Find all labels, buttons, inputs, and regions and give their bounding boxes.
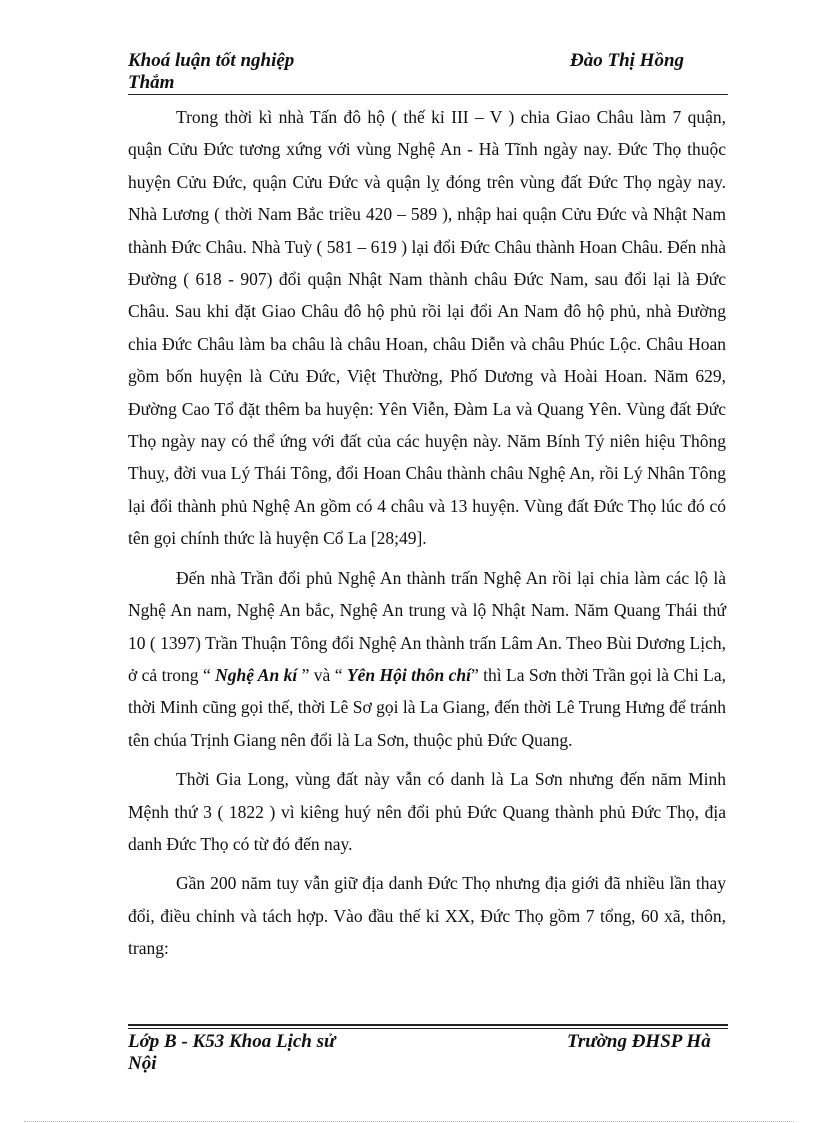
paragraph-3: Thời Gia Long, vùng đất này vẫn có danh là La Sơn nhưng đến năm Minh Mệnh thứ 3 ( 1822 ) vì kiêng huý nên đổi phủ Đức Quang thành phủ Đức Thọ, địa danh Đức Thọ có từ đó đến nay. bbox=[128, 769, 726, 854]
book-title-nghe-an-ki: Nghệ An kí bbox=[215, 664, 298, 685]
header-divider bbox=[128, 94, 728, 95]
footer-left-line2: Nội bbox=[128, 1053, 157, 1074]
footer-divider-thin bbox=[128, 1028, 728, 1029]
paragraph-1: Trong thời kì nhà Tấn đô hộ ( thế kỉ III – V ) chia Giao Châu làm 7 quận, quận Cửu Đức tương xứng với vùng Nghệ An - Hà Tĩnh ngày nay. Đức Thọ thuộc huyện Cửu Đức, quận Cửu Đức và quận lỵ đóng trên vùng đất Đức Thọ ngày nay. Nhà Lương ( thời Nam Bắc triều 420 – 589 ), nhập hai quận Cửu Đức và Nhật Nam thành Đức Châu. Nhà Tuỳ ( 581 – 619 ) lại đổi Đức Châu thành Hoan Châu. Đến nhà Đường ( 618 - 907) đổi quận Nhật Nam thành châu Đức Nam, sau đổi lại là Đức Châu. Sau khi đặt Giao Châu đô hộ phủ rồi lại đổi An Nam đô hộ phủ, nhà Đường chia Đức Châu làm ba châu là châu Hoan, châu Diễn và châu Phúc Lộc. Châu Hoan gồm bốn huyện là Cửu Đức, Việt Thường, Phố Dương và Hoài Hoan. Năm 629, Đường Cao Tổ đặt thêm ba huyện: Yên Viễn, Đàm La và Quang Yên. Vùng đất Đức Thọ ngày nay có thể ứng với đất của các huyện này. Năm Bính Tý niên hiệu Thông Thuỵ, đời vua Lý Thái Tông, đổi Hoan Châu thành châu Nghệ An, rồi Lý Nhân Tông lại đổi thành phủ Nghệ An gồm có 4 châu và 13 huyện. Vùng đất Đức Thọ lúc đó có tên gọi chính thức là huyện Cổ La [28;49]. bbox=[128, 107, 726, 549]
paragraph-2-part-c: ” thì La Sơn thời Trần gọi là Chi La, thời Minh cũng gọi thế, thời Lê Sơ gọi là La Giang, đến thời Lê Trung Hưng để tránh tên chúa Trịnh Giang nên đổi là La Sơn, thuộc phủ Đức Quang. bbox=[128, 664, 726, 750]
paragraph-2 bbox=[128, 562, 726, 756]
footer-left-line1: Lớp B - K53 Khoa Lịch sử bbox=[128, 1031, 336, 1052]
header-right: Đào Thị Hồng bbox=[570, 50, 685, 71]
paragraph-2-part-b: ” và “ bbox=[297, 664, 347, 685]
header-left bbox=[128, 50, 294, 94]
footer-right: Trường ĐHSP Hà bbox=[567, 1031, 711, 1052]
paragraph-4: Gần 200 năm tuy vẫn giữ địa danh Đức Thọ nhưng địa giới đã nhiều lần thay đổi, điều chỉnh và tách hợp. Vào đầu thế kỉ XX, Đức Thọ gồm 7 tổng, 60 xã, thôn, trang: bbox=[128, 873, 726, 959]
header-left-line2: Thắm bbox=[128, 72, 175, 93]
book-title-yen-hoi-thon-chi: Yên Hội thôn chí bbox=[346, 664, 471, 685]
footer-left bbox=[128, 1031, 335, 1075]
footer-divider-thick bbox=[128, 1024, 728, 1026]
document-body bbox=[128, 101, 726, 965]
header-left-line1: Khoá luận tốt nghiệp bbox=[128, 50, 295, 71]
page-edge-dotted-line bbox=[24, 1121, 794, 1122]
paragraph-2-part-a: Đến nhà Trần đổi phủ Nghệ An thành trấn Nghệ An rồi lại chia làm các lộ là Nghệ An nam, Nghệ An bắc, Nghệ An trung và lộ Nhật Nam. Năm Quang Thái thứ 10 ( 1397) Trần Thuận Tông đổi Nghệ An thành trấn Lâm An. Theo Bùi Dương Lịch, ở cả trong “ bbox=[128, 567, 726, 685]
